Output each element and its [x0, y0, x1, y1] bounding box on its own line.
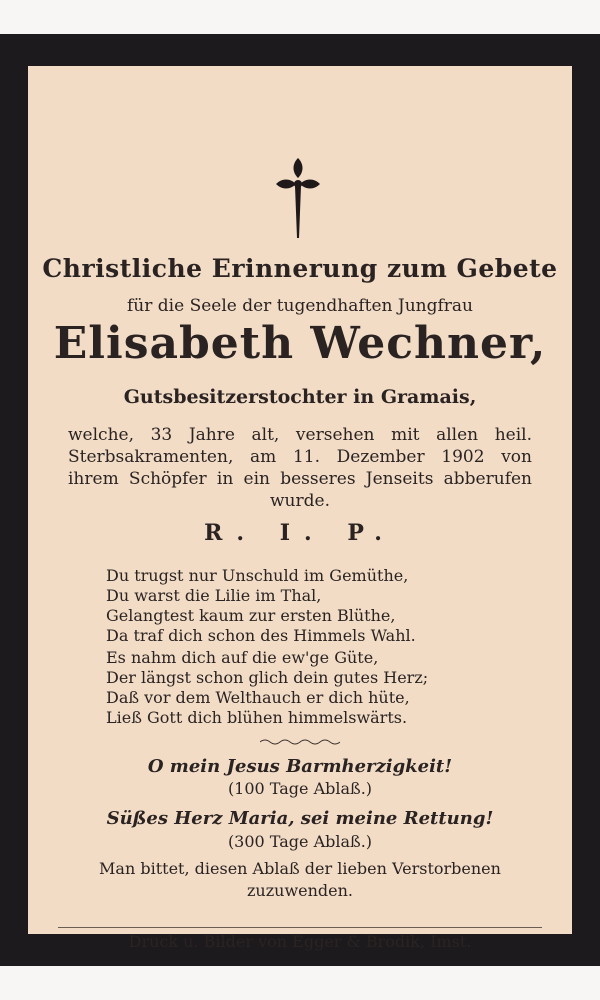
prayer-2: Süßes Herz Maria, sei meine Rettung!	[106, 808, 494, 829]
rip-heading: R. I. P.	[204, 520, 396, 546]
deceased-occupation: Gutsbesitzerstochter in Gramais,	[123, 386, 477, 408]
poem-line: Du trugst nur Unschuld im Gemüthe,	[106, 566, 409, 585]
indulgence-1: (100 Tage Ablaß.)	[227, 779, 373, 798]
poem-line: Daß vor dem Welthauch er dich hüte,	[106, 688, 410, 707]
poem-line: Du warst die Lilie im Thal,	[106, 586, 322, 605]
body-line: ihrem Schöpfer in ein besseres Jenseits abberufen	[68, 469, 532, 489]
prayer-1: O mein Jesus Barmherzigkeit!	[147, 756, 453, 777]
indulgence-2: (300 Tage Ablaß.)	[227, 832, 373, 851]
deceased-name: Elisabeth Wechner,	[53, 318, 547, 369]
footer-rule	[58, 927, 542, 928]
card-subtitle: für die Seele der tugendhaften Jungfrau	[127, 296, 473, 316]
poem-stanza-1	[106, 566, 506, 646]
request-line: zuzuwenden.	[246, 881, 354, 900]
request-line: Man bittet, diesen Ablaß der lieben Verstorbenen	[99, 859, 501, 878]
memorial-card	[28, 66, 572, 951]
poem-line: Der längst schon glich dein gutes Herz;	[106, 668, 429, 687]
prayer-request	[60, 858, 540, 902]
card-title: Christliche Erinnerung zum Gebete	[42, 254, 558, 283]
body-line: welche, 33 Jahre alt, versehen mit allen heil.	[68, 425, 532, 445]
poem-line: Gelangtest kaum zur ersten Blüthe,	[106, 606, 396, 625]
mourning-card-frame	[0, 34, 600, 966]
death-notice-text	[68, 424, 532, 512]
body-line: Sterbsakramenten, am 11. Dezember 1902 von	[68, 447, 532, 467]
poem-line: Es nahm dich auf die ew'ge Güte,	[106, 648, 379, 667]
decorative-divider	[260, 738, 340, 746]
poem-line: Da traf dich schon des Himmels Wahl.	[106, 626, 416, 645]
poem-line: Ließ Gott dich blühen himmelswärts.	[106, 708, 408, 727]
printer-credit: Druck u. Bilder von Egger & Brodik, Imst.	[128, 932, 472, 951]
poem-stanza-2	[106, 648, 506, 728]
cross-icon	[274, 156, 322, 240]
body-line: wurde.	[270, 491, 330, 511]
